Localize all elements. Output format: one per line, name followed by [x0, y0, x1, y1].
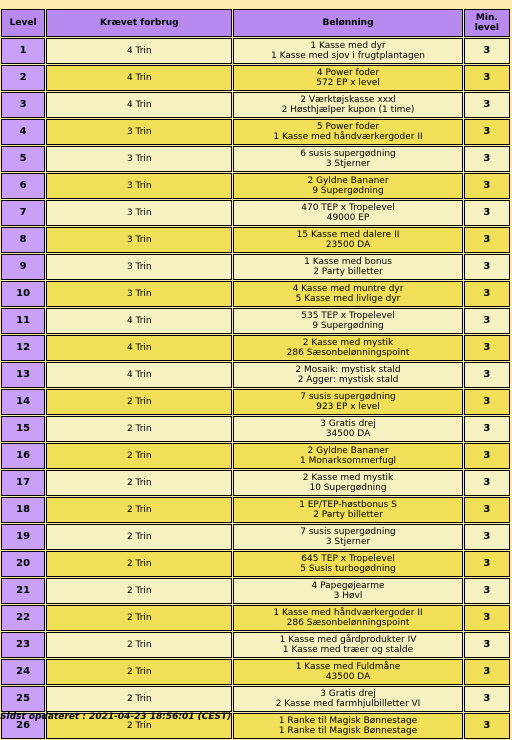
table-body — [1, 38, 510, 739]
min-level-cell: 3 — [464, 389, 510, 415]
required-cell: 2 Trin — [46, 632, 232, 658]
reward-line: 7 susis supergødning — [300, 392, 396, 402]
reward-line: 9 Supergødning — [312, 186, 384, 196]
min-level-cell: 3 — [464, 416, 510, 442]
reward-line: 1 EP/TEP-høstbonus S — [299, 500, 397, 510]
table-row — [1, 335, 510, 361]
reward-cell — [233, 92, 462, 118]
reward-cell — [233, 146, 462, 172]
min-level-cell: 3 — [464, 362, 510, 388]
header-reward: Belønning — [233, 9, 462, 37]
reward-cell — [233, 524, 462, 550]
reward-line: 2 Agger: mystisk stald — [297, 375, 399, 385]
reward-line: 2 Mosaik: mystisk stald — [295, 365, 401, 375]
reward-line: 1 Kasse med håndværkergoder II — [273, 608, 423, 618]
reward-line: 1 Kasse med dyr — [310, 41, 386, 51]
reward-line: 1 Kasse med Fuldmåne — [295, 662, 401, 672]
required-cell: 3 Trin — [46, 227, 232, 253]
header-required: Krævet forbrug — [46, 9, 232, 37]
min-level-cell: 3 — [464, 470, 510, 496]
reward-line: 4 Kasse med muntre dyr — [292, 284, 404, 294]
table-row — [1, 119, 510, 145]
reward-line: 286 Sæsonbelønningspoint — [286, 348, 410, 358]
table-row — [1, 497, 510, 523]
min-level-cell: 3 — [464, 227, 510, 253]
reward-line: 2 Kasse med farmhjulbilletter VI — [275, 699, 421, 709]
table-row — [1, 524, 510, 550]
table-row — [1, 416, 510, 442]
table-row — [1, 254, 510, 280]
level-cell: 5 — [1, 146, 45, 172]
reward-line: 2 Party billetter — [313, 267, 383, 277]
reward-cell — [233, 578, 462, 604]
min-level-cell: 3 — [464, 524, 510, 550]
min-level-cell: 3 — [464, 713, 510, 739]
level-cell: 16 — [1, 443, 45, 469]
table-row — [1, 443, 510, 469]
level-cell: 3 — [1, 92, 45, 118]
required-cell: 2 Trin — [46, 686, 232, 712]
level-cell: 17 — [1, 470, 45, 496]
level-cell: 24 — [1, 659, 45, 685]
required-cell: 2 Trin — [46, 524, 232, 550]
min-level-cell: 3 — [464, 173, 510, 199]
reward-line: 535 TEP x Tropelevel — [301, 311, 395, 321]
reward-cell — [233, 227, 462, 253]
min-level-cell: 3 — [464, 281, 510, 307]
table-header-row — [1, 9, 510, 37]
reward-cell — [233, 686, 462, 712]
table-row — [1, 308, 510, 334]
min-level-cell: 3 — [464, 632, 510, 658]
min-level-cell: 3 — [464, 659, 510, 685]
reward-cell — [233, 308, 462, 334]
table-row — [1, 470, 510, 496]
min-level-cell: 3 — [464, 497, 510, 523]
level-cell: 10 — [1, 281, 45, 307]
level-cell: 26 — [1, 713, 45, 739]
reward-cell — [233, 335, 462, 361]
table-row — [1, 632, 510, 658]
reward-cell — [233, 173, 462, 199]
reward-line: 9 Supergødning — [312, 321, 384, 331]
min-level-cell: 3 — [464, 551, 510, 577]
table-row — [1, 65, 510, 91]
required-cell: 4 Trin — [46, 92, 232, 118]
min-level-cell: 3 — [464, 119, 510, 145]
reward-line: 3 Gratis drej — [320, 419, 376, 429]
reward-line: 1 Kasse med bonus — [304, 257, 392, 267]
required-cell: 3 Trin — [46, 146, 232, 172]
required-cell: 2 Trin — [46, 470, 232, 496]
required-cell: 4 Trin — [46, 38, 232, 64]
required-cell: 2 Trin — [46, 578, 232, 604]
reward-line: 3 Høvl — [333, 591, 363, 601]
table-row — [1, 200, 510, 226]
reward-cell — [233, 281, 462, 307]
reward-line: 572 EP x level — [316, 78, 380, 88]
reward-line: 1 Kasse med gårdprodukter IV — [279, 635, 417, 645]
level-cell: 4 — [1, 119, 45, 145]
level-cell: 15 — [1, 416, 45, 442]
reward-cell — [233, 200, 462, 226]
reward-line: 1 Kasse med træer og stalde — [282, 645, 414, 655]
reward-cell — [233, 254, 462, 280]
reward-line: 3 Gratis drej — [320, 689, 376, 699]
reward-line: 923 EP x level — [316, 402, 380, 412]
reward-line: 1 Ranke til Magisk Bønnestage — [278, 716, 418, 726]
level-cell: 20 — [1, 551, 45, 577]
min-level-cell: 3 — [464, 200, 510, 226]
level-cell: 1 — [1, 38, 45, 64]
reward-line: 1 Kasse med sjov i frugtplantagen — [271, 51, 426, 61]
reward-cell — [233, 38, 462, 64]
level-cell: 14 — [1, 389, 45, 415]
reward-line: 2 Høsthjælper kupon (1 time) — [281, 105, 415, 115]
table-row — [1, 551, 510, 577]
min-level-cell: 3 — [464, 578, 510, 604]
table-row — [1, 146, 510, 172]
reward-line: 1 Ranke til Magisk Bønnestage — [278, 726, 418, 736]
reward-line: 5 Kasse med livlige dyr — [295, 294, 401, 304]
table-row — [1, 686, 510, 712]
required-cell: 3 Trin — [46, 281, 232, 307]
level-cell: 23 — [1, 632, 45, 658]
min-level-cell: 3 — [464, 308, 510, 334]
required-cell: 3 Trin — [46, 173, 232, 199]
min-level-cell: 3 — [464, 335, 510, 361]
table-row — [1, 389, 510, 415]
min-level-cell: 3 — [464, 254, 510, 280]
required-cell: 2 Trin — [46, 659, 232, 685]
required-cell: 2 Trin — [46, 605, 232, 631]
reward-line: 1 Kasse med håndværkergoder II — [273, 132, 423, 142]
reward-cell — [233, 416, 462, 442]
last-updated: Sidst opdateret : 2021-04-23 18:56:01 (CEST) — [0, 712, 232, 722]
reward-line: 2 Party billetter — [313, 510, 383, 520]
level-cell: 11 — [1, 308, 45, 334]
reward-line: 1 Monarksommerfugl — [300, 456, 397, 466]
reward-line: 3 Stjerner — [325, 159, 371, 169]
level-cell: 12 — [1, 335, 45, 361]
reward-cell — [233, 65, 462, 91]
min-level-cell: 3 — [464, 92, 510, 118]
table-row — [1, 281, 510, 307]
reward-line: 3 Stjerner — [325, 537, 371, 547]
reward-cell — [233, 551, 462, 577]
min-level-cell: 3 — [464, 605, 510, 631]
required-cell: 4 Trin — [46, 335, 232, 361]
reward-line: 23500 DA — [325, 240, 371, 250]
header-level: Level — [1, 9, 45, 37]
reward-line: 2 Gyldne Bananer — [307, 176, 389, 186]
table-row — [1, 659, 510, 685]
reward-line: 2 Kasse med mystik — [302, 473, 394, 483]
reward-line: 286 Sæsonbelønningspoint — [286, 618, 410, 628]
required-cell: 2 Trin — [46, 551, 232, 577]
required-cell: 4 Trin — [46, 308, 232, 334]
reward-line: 34500 DA — [325, 429, 371, 439]
level-cell: 18 — [1, 497, 45, 523]
reward-cell — [233, 497, 462, 523]
required-cell: 2 Trin — [46, 389, 232, 415]
reward-line: 49000 EP — [326, 213, 370, 223]
reward-cell — [233, 470, 462, 496]
reward-line: 43500 DA — [325, 672, 371, 682]
level-cell: 25 — [1, 686, 45, 712]
level-cell: 9 — [1, 254, 45, 280]
reward-cell — [233, 605, 462, 631]
table-row — [1, 92, 510, 118]
reward-line: 10 Supergødning — [309, 483, 387, 493]
required-cell: 3 Trin — [46, 119, 232, 145]
table-row — [1, 38, 510, 64]
level-cell: 19 — [1, 524, 45, 550]
reward-cell — [233, 389, 462, 415]
level-cell: 6 — [1, 173, 45, 199]
reward-line: 4 Papegøjearme — [311, 581, 385, 591]
level-cell: 8 — [1, 227, 45, 253]
reward-line: 4 Power foder — [316, 68, 380, 78]
min-level-cell: 3 — [464, 65, 510, 91]
reward-cell — [233, 443, 462, 469]
reward-cell — [233, 362, 462, 388]
level-cell: 22 — [1, 605, 45, 631]
rewards-table — [0, 8, 511, 740]
reward-cell — [233, 119, 462, 145]
reward-cell — [233, 659, 462, 685]
table-row — [1, 578, 510, 604]
required-cell: 2 Trin — [46, 497, 232, 523]
min-level-cell: 3 — [464, 686, 510, 712]
required-cell: 2 Trin — [46, 443, 232, 469]
reward-line: 2 Værktøjskasse xxxl — [300, 95, 396, 105]
reward-line: 645 TEP x Tropelevel — [301, 554, 395, 564]
level-cell: 2 — [1, 65, 45, 91]
reward-line: 15 Kasse med dalere II — [296, 230, 400, 240]
required-cell: 2 Trin — [46, 416, 232, 442]
min-level-cell: 3 — [464, 38, 510, 64]
required-cell: 4 Trin — [46, 362, 232, 388]
required-cell: 3 Trin — [46, 200, 232, 226]
reward-line: 5 Susis turbogødning — [300, 564, 396, 574]
level-cell: 13 — [1, 362, 45, 388]
reward-cell — [233, 632, 462, 658]
table-row — [1, 227, 510, 253]
reward-line: 2 Gyldne Bananer — [307, 446, 389, 456]
reward-line: 5 Power foder — [316, 122, 380, 132]
reward-line: 7 susis supergødning — [300, 527, 396, 537]
level-cell: 7 — [1, 200, 45, 226]
reward-line: 6 susis supergødning — [300, 149, 396, 159]
level-cell: 21 — [1, 578, 45, 604]
required-cell: 3 Trin — [46, 254, 232, 280]
table-row — [1, 173, 510, 199]
table-row — [1, 605, 510, 631]
table-row — [1, 362, 510, 388]
reward-cell — [233, 713, 462, 739]
min-level-cell: 3 — [464, 443, 510, 469]
required-cell: 2 Trin — [46, 713, 232, 739]
reward-line: 2 Kasse med mystik — [302, 338, 394, 348]
header-min-level: Min. level — [464, 9, 510, 37]
min-level-cell: 3 — [464, 146, 510, 172]
required-cell: 4 Trin — [46, 65, 232, 91]
reward-line: 470 TEP x Tropelevel — [301, 203, 395, 213]
